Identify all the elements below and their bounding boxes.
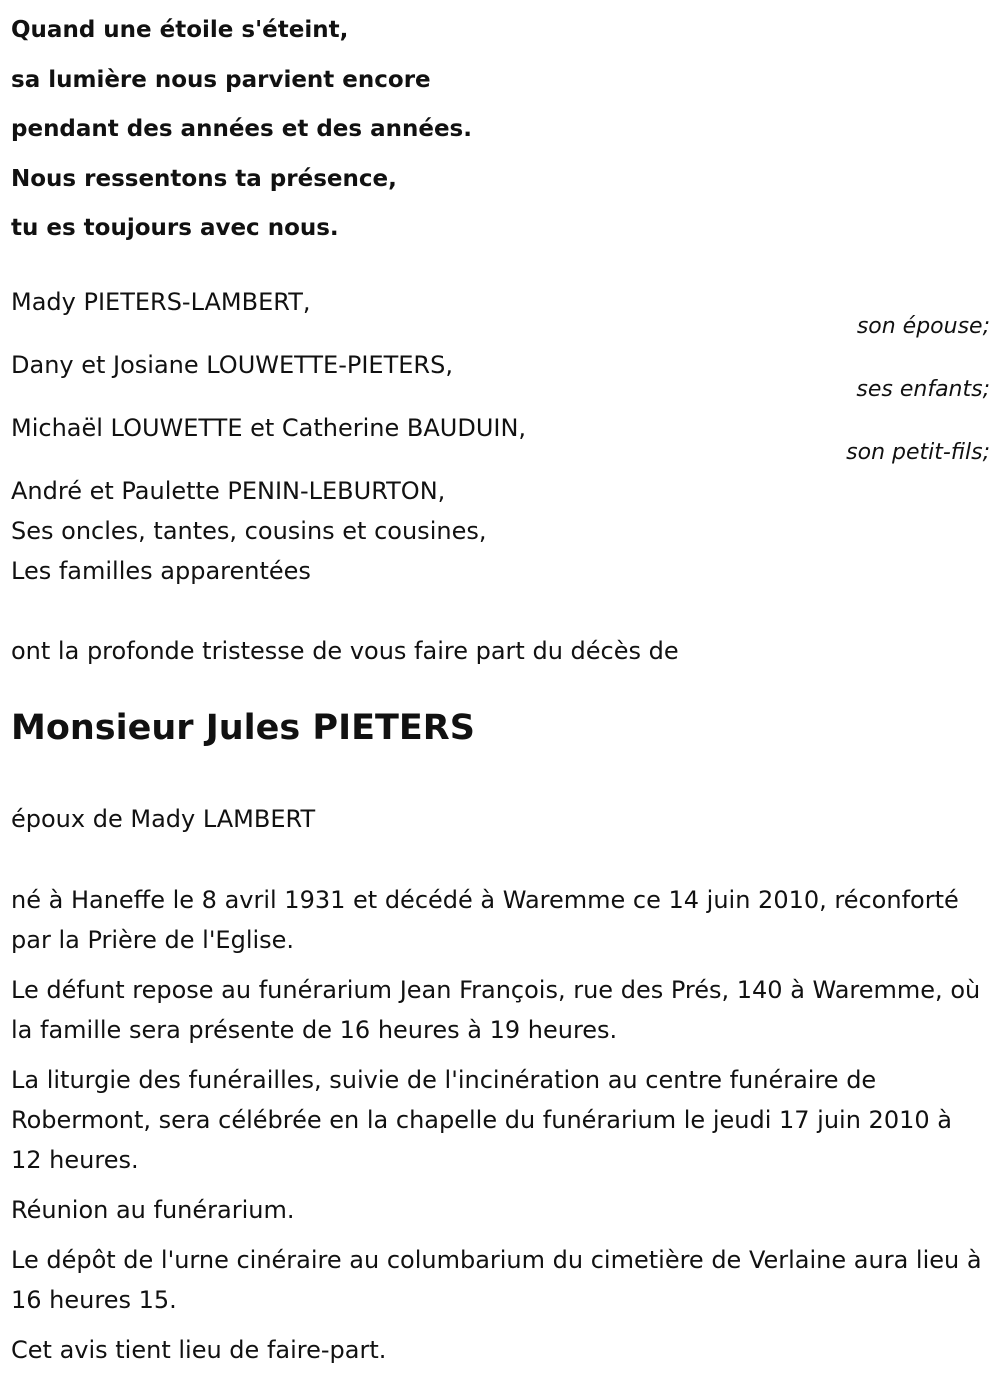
poem-line: tu es toujours avec nous. [11,215,339,241]
detail-paragraph: né à Haneffe le 8 avril 1931 et décédé à Waremme ce 14 juin 2010, réconforté par la Prière de l'Eglise. [11,886,959,954]
detail-paragraph: La liturgie des funérailles, suivie de l'incinération au centre funéraire de Robermont, sera célébrée en la chapelle du funérarium le jeudi 17 juin 2010 à 12 heures. [11,1066,952,1174]
poem-line: pendant des années et des années. [11,116,472,142]
family-member-role: son petit-fils; [846,440,990,465]
family-other: André et Paulette PENIN-LEBURTON, [11,477,446,505]
poem-line: sa lumière nous parvient encore [11,66,431,93]
family-member-name: Dany et Josiane LOUWETTE-PIETERS, [11,351,453,379]
detail-paragraph: Le défunt repose au funérarium Jean François, rue des Prés, 140 à Waremme, où la famille sera présente de 16 heures à 19 heures. [11,976,981,1044]
poem-line: Nous ressentons ta présence, [11,165,397,192]
spouse-line: époux de Mady LAMBERT [11,805,316,833]
family-other: Les familles apparentées [11,557,311,585]
deceased-name: Monsieur Jules PIETERS [11,708,475,748]
announcement-text: ont la profonde tristesse de vous faire part du décès de [11,637,679,665]
poem-line: Quand une étoile s'éteint, [11,17,349,43]
detail-paragraph: Réunion au funérarium. [11,1196,295,1224]
memorial-poem [11,6,971,254]
family-other: Ses oncles, tantes, cousins et cousines, [11,517,487,545]
family-member-role: ses enfants; [856,377,990,402]
family-member-role: son épouse; [856,314,990,339]
detail-paragraph: Le dépôt de l'urne cinéraire au columbarium du cimetière de Verlaine aura lieu à 16 heures 15. [11,1246,982,1314]
family-member-name: Michaël LOUWETTE et Catherine BAUDUIN, [11,414,527,442]
detail-paragraph: Cet avis tient lieu de faire-part. [11,1336,387,1364]
family-member-name: Mady PIETERS-LAMBERT, [11,288,311,316]
funeral-details [11,880,986,1380]
